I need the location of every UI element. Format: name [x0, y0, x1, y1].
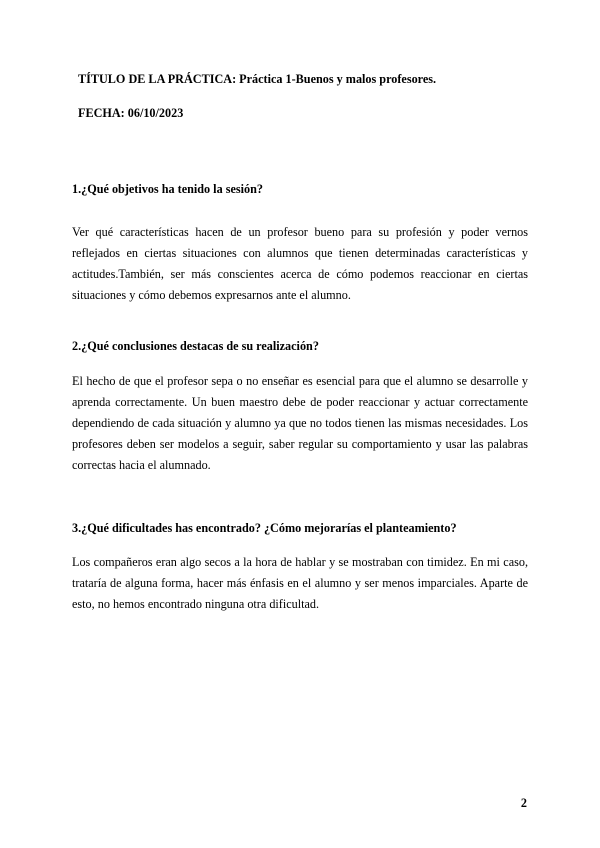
section-3-heading: 3.¿Qué dificultades has encontrado? ¿Cómo mejorarías el planteamiento?: [72, 521, 457, 535]
practice-date-value: 06/10/2023: [127, 106, 184, 120]
practice-title-value: Práctica 1-Buenos y malos profesores.: [239, 72, 437, 86]
section-1-heading: 1.¿Qué objetivos ha tenido la sesión?: [72, 182, 263, 196]
practice-date-label: FECHA:: [78, 106, 125, 120]
section-3-body: Los compañeros eran algo secos a la hora de hablar y se mostraban con timidez. En mi caso, trataría de alguna forma, hacer más énfasis en el alumno y ser menos imparciales. Aparte de esto, no hemos encontrado ninguna otra dificultad.: [72, 555, 528, 611]
practice-date: [78, 106, 183, 121]
page-number: 2: [520, 796, 527, 810]
section-1-body: Ver qué características hacen de un profesor bueno para su profesión y poder vernos reflejados en ciertas situaciones con alumnos que tienen determinadas características y actitudes.También, ser más conscientes acerca de cómo podemos reaccionar en ciertas situaciones y cómo debemos expresarnos ante el alumno.: [72, 225, 528, 302]
section-2-heading: 2.¿Qué conclusiones destacas de su realización?: [72, 339, 319, 353]
practice-title-label: TÍTULO DE LA PRÁCTICA:: [78, 72, 237, 86]
section-2-body: El hecho de que el profesor sepa o no enseñar es esencial para que el alumno se desarrolle y aprenda correctamente. Un buen maestro debe de poder reaccionar y actuar correctamente dependiendo de cada situación y alumno ya que no todos tienen las mismas necesidades. Los profesores deben ser modelos a seguir, saber regular su comportamiento y usar las palabras correctas hacia el alumnado.: [72, 374, 528, 472]
practice-title: [78, 72, 436, 87]
